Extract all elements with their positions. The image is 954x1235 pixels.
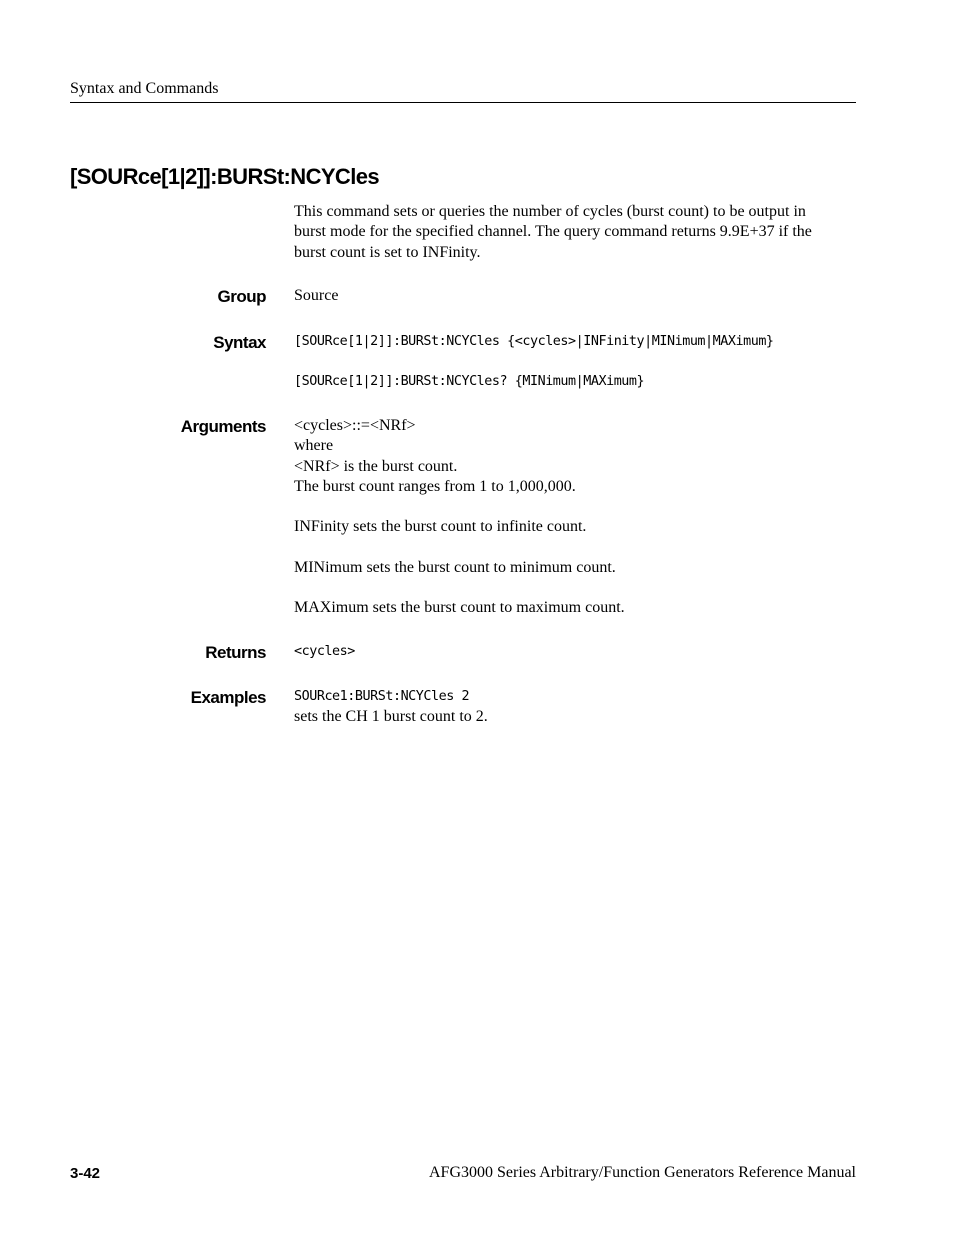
command-title: [SOURce[1|2]]:BURSt:NCYCles	[70, 164, 379, 189]
returns-value: <cycles>	[294, 644, 355, 659]
arguments-label: Arguments	[180, 417, 266, 436]
syntax-label: Syntax	[213, 333, 266, 352]
argument-line: where	[294, 437, 334, 455]
syntax-set-form: [SOURce[1|2]]:BURSt:NCYCles {<cycles>|INFinity|MINimum|MAXimum}	[294, 334, 774, 349]
returns-label: Returns	[205, 643, 266, 662]
group-value: Source	[294, 287, 339, 304]
argument-minimum: MINimum sets the burst count to minimum count.	[294, 559, 616, 576]
argument-line: <NRf> is the burst count.	[294, 457, 458, 475]
syntax-query-form: [SOURce[1|2]]:BURSt:NCYCles? {MINimum|MAXimum}	[294, 374, 645, 389]
examples-label: Examples	[190, 688, 266, 707]
running-head: Syntax and Commands	[70, 80, 219, 97]
group-label: Group	[217, 287, 266, 306]
manual-title: AFG3000 Series Arbitrary/Function Generators Reference Manual	[429, 1164, 856, 1181]
command-description	[294, 202, 856, 263]
description-line: burst count is set to INFinity.	[294, 243, 481, 261]
arguments-cycles	[294, 416, 856, 498]
description-line: This command sets or queries the number of cycles (burst count) to be output in	[294, 203, 806, 220]
argument-maximum: MAXimum sets the burst count to maximum count.	[294, 599, 625, 616]
example-code: SOURce1:BURSt:NCYCles 2	[294, 689, 470, 704]
example-explanation: sets the CH 1 burst count to 2.	[294, 708, 488, 725]
argument-line: <cycles>::=<NRf>	[294, 417, 416, 434]
page-number: 3-42	[70, 1165, 101, 1182]
header-rule	[70, 102, 856, 103]
argument-line: The burst count ranges from 1 to 1,000,000.	[294, 478, 576, 496]
description-line: burst mode for the specified channel. The query command returns 9.9E+37 if the	[294, 223, 812, 241]
argument-infinity: INFinity sets the burst count to infinite count.	[294, 518, 587, 535]
